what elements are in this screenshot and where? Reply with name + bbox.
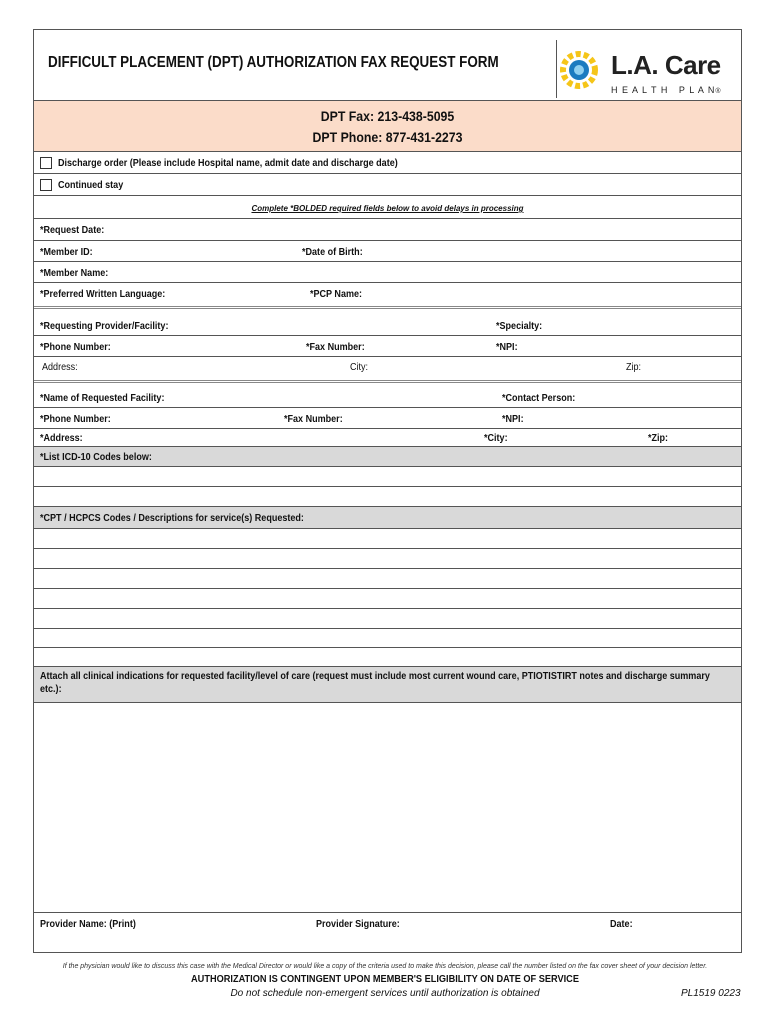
requesting-provider-row[interactable] xyxy=(34,316,741,336)
icd-line-1[interactable] xyxy=(34,467,741,487)
icd-header xyxy=(34,447,741,467)
provider-npi-label: *NPI: xyxy=(496,341,518,353)
attach-header xyxy=(34,667,741,703)
cpt-line-5[interactable] xyxy=(34,609,741,629)
signature-date-label: Date: xyxy=(610,918,633,930)
required-note: Complete *BOLDED required fields below to avoid delays in processing xyxy=(251,204,524,213)
request-date-row[interactable] xyxy=(34,219,741,241)
signature-row[interactable] xyxy=(34,913,741,952)
continued-checkbox[interactable] xyxy=(40,179,52,191)
cpt-line-4[interactable] xyxy=(34,589,741,609)
logo-main-text: L.A. Care xyxy=(611,50,721,80)
footer-nonemergent: Do not schedule non-emergent services until authorization is obtained xyxy=(230,988,540,999)
discharge-label: Discharge order (Please include Hospital name, admit date and discharge date) xyxy=(58,157,398,169)
facility-phone-label: *Phone Number: xyxy=(40,413,111,425)
facility-address-label: *Address: xyxy=(40,432,83,444)
form-header xyxy=(34,30,741,101)
cpt-line-1[interactable] xyxy=(34,529,741,549)
member-name-label: *Member Name: xyxy=(40,267,109,279)
icd-line-2[interactable] xyxy=(34,487,741,507)
specialty-label: *Specialty: xyxy=(496,320,543,332)
discharge-option xyxy=(34,152,741,174)
dob-label: *Date of Birth: xyxy=(302,246,363,258)
contact-band xyxy=(34,101,741,152)
provider-address-label: Address: xyxy=(42,361,78,373)
pcp-label: *PCP Name: xyxy=(310,288,363,300)
logo-sub-text: H E A L T H P L A N® xyxy=(611,85,722,95)
cpt-label: *CPT / HCPCS Codes / Descriptions for service(s) Requested: xyxy=(40,512,304,524)
provider-city-label: City: xyxy=(350,361,369,373)
member-id-row[interactable] xyxy=(34,241,741,262)
discharge-checkbox[interactable] xyxy=(40,157,52,169)
fax-request-form xyxy=(33,29,742,953)
facility-fax-label: *Fax Number: xyxy=(284,413,343,425)
cpt-line-2[interactable] xyxy=(34,549,741,569)
language-label: *Preferred Written Language: xyxy=(40,288,166,300)
attach-label: Attach all clinical indications for requested facility/level of care (request must include most current wound care, PTIOTISTIRT notes and discharge summary etc.): xyxy=(40,670,710,695)
dpt-phone: DPT Phone: 877-431-2273 xyxy=(312,129,463,145)
clinical-notes-area[interactable] xyxy=(34,703,741,913)
provider-fax-label: *Fax Number: xyxy=(306,341,365,353)
provider-zip-label: Zip: xyxy=(626,361,642,373)
provider-phone-row[interactable] xyxy=(34,336,741,357)
provider-name-label: Provider Name: (Print) xyxy=(40,918,136,930)
request-date-label: *Request Date: xyxy=(40,224,105,236)
facility-name-label: *Name of Requested Facility: xyxy=(40,392,165,404)
la-care-logo xyxy=(556,40,743,98)
member-name-row[interactable] xyxy=(34,262,741,283)
icd-label: *List ICD-10 Codes below: xyxy=(40,451,152,463)
facility-address-row[interactable] xyxy=(34,429,741,447)
cpt-line-3[interactable] xyxy=(34,569,741,589)
facility-npi-label: *NPI: xyxy=(502,413,524,425)
cpt-line-7[interactable] xyxy=(34,648,741,667)
facility-phone-row[interactable] xyxy=(34,408,741,429)
cpt-line-6[interactable] xyxy=(34,629,741,648)
dpt-fax: DPT Fax: 213-438-5095 xyxy=(320,108,455,124)
provider-phone-label: *Phone Number: xyxy=(40,341,111,353)
continued-option xyxy=(34,174,741,196)
language-row[interactable] xyxy=(34,283,741,309)
facility-city-label: *City: xyxy=(484,432,508,444)
required-note-row xyxy=(34,196,741,219)
requesting-provider-label: *Requesting Provider/Facility: xyxy=(40,320,169,332)
cpt-header xyxy=(34,507,741,529)
footer-eligibility: AUTHORIZATION IS CONTINGENT UPON MEMBER'S ELIGIBILITY ON DATE OF SERVICE xyxy=(191,974,579,985)
provider-signature-label: Provider Signature: xyxy=(316,918,400,930)
footer-disclaimer: If the physician would like to discuss this case with the Medical Director or would like a copy of the criteria used to make this decision, please call the number listed on the fax cover sheet of your decision letter. xyxy=(62,963,708,970)
form-code: PL1519 0223 xyxy=(681,988,741,999)
member-id-label: *Member ID: xyxy=(40,246,93,258)
contact-person-label: *Contact Person: xyxy=(502,392,576,404)
continued-label: Continued stay xyxy=(58,179,124,191)
facility-name-row[interactable] xyxy=(34,387,741,408)
form-title: DIFFICULT PLACEMENT (DPT) AUTHORIZATION FAX REQUEST FORM xyxy=(48,54,499,71)
facility-zip-label: *Zip: xyxy=(648,432,669,444)
provider-address-row[interactable] xyxy=(34,357,741,383)
